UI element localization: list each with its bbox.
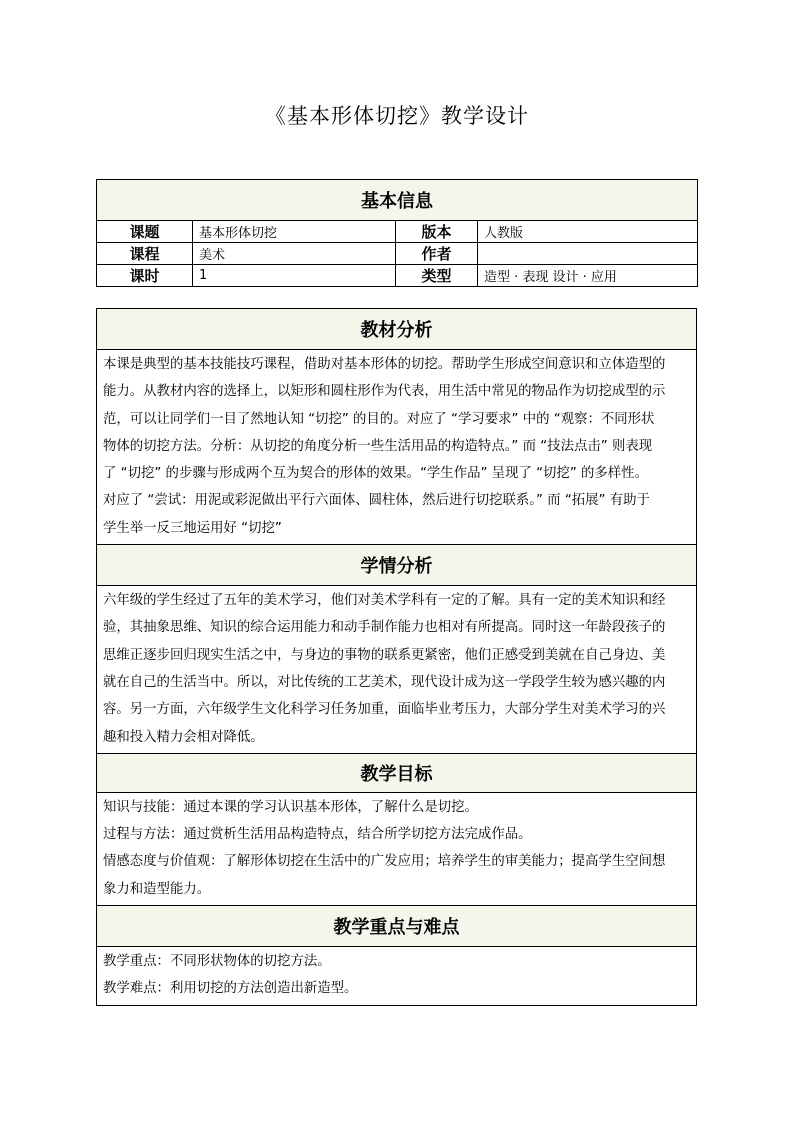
text-line: 过程与方法：通过赏析生活用品构造特点，结合所学切挖方法完成作品。 <box>103 827 532 843</box>
text-line: 范，可以让同学们一目了然地认知 “切挖” 的目的。对应了 “学习要求” 中的 “观察：不同形状 <box>103 411 655 427</box>
label-edition: 版本 <box>396 221 478 243</box>
text-line: 情感态度与价值观：了解形体切挖在生活中的广发应用；培养学生的审美能力；提高学生空间想 <box>103 854 666 870</box>
student-analysis-body <box>97 586 697 754</box>
teaching-objectives-heading: 教学目标 <box>97 753 697 792</box>
value-course: 美术 <box>193 243 396 265</box>
text-line: 象力和造型能力。 <box>103 881 211 897</box>
text-line: 了 “切挖” 的步骤与形成两个互为契合的形体的效果。“学生作品” 呈现了 “切挖” 的多样性。 <box>103 466 648 482</box>
text-line: 教学难点：利用切挖的方法创造出新造型。 <box>103 981 358 997</box>
basic-info-heading: 基本信息 <box>97 180 698 221</box>
label-topic: 课题 <box>97 221 193 243</box>
text-line: 六年级的学生经过了五年的美术学习，他们对美术学科有一定的了解。具有一定的美术知识和经 <box>103 593 666 609</box>
text-line: 验，其抽象思维、知识的综合运用能力和动手制作能力也相对有所提高。同时这一年龄段孩子的 <box>103 620 666 636</box>
textbook-analysis-heading: 教材分析 <box>97 309 697 350</box>
text-line: 能力。从教材内容的选择上，以矩形和圆柱形作为代表，用生活中常见的物品作为切挖成型的示 <box>103 384 666 400</box>
label-course: 课程 <box>97 243 193 265</box>
label-hours: 课时 <box>97 265 193 287</box>
label-type: 类型 <box>396 265 478 287</box>
value-edition: 人教版 <box>478 221 698 243</box>
text-line: 趣和投入精力会相对降低。 <box>103 729 264 745</box>
text-line: 思维正逐步回归现实生活之中，与身边的事物的联系更紧密，他们正感受到美就在自己身边、美 <box>103 647 666 663</box>
table-row <box>97 243 698 265</box>
value-type: 造型 · 表现 设计 · 应用 <box>478 265 698 287</box>
value-hours: 1 <box>193 265 396 287</box>
student-analysis-heading: 学情分析 <box>97 545 697 586</box>
text-line: 就在自己的生活当中。所以，对比传统的工艺美术，现代设计成为这一学段学生较为感兴趣的内 <box>103 674 666 690</box>
basic-info-table <box>96 179 698 287</box>
text-line: 对应了 “尝试：用泥或彩泥做出平行六面体、圆柱体，然后进行切挖联系。” 而 “拓展” 有助于 <box>103 493 650 509</box>
text-line: 容。另一方面，六年级学生文化科学习任务加重，面临毕业考压力，大部分学生对美术学习的兴 <box>103 702 666 718</box>
value-author <box>478 243 698 265</box>
textbook-analysis-body <box>97 350 697 545</box>
text-line: 本课是典型的基本技能技巧课程，借助对基本形体的切挖。帮助学生形成空间意识和立体造型的 <box>103 357 666 372</box>
value-topic: 基本形体切挖 <box>193 221 396 243</box>
document-title: 《基本形体切挖》教学设计 <box>265 104 529 128</box>
table-row <box>97 265 698 287</box>
lesson-design-table <box>96 308 697 1006</box>
text-line: 物体的切挖方法。分析：从切挖的角度分析一些生活用品的构造特点。” 而 “技法点击” 则表现 <box>103 438 653 454</box>
key-points-body <box>97 947 697 1006</box>
text-line: 教学重点：不同形状物体的切挖方法。 <box>103 954 331 970</box>
key-points-heading: 教学重点与难点 <box>97 906 697 947</box>
text-line: 学生举一反三地运用好 “切挖” <box>103 520 282 536</box>
teaching-objectives-body <box>97 792 697 905</box>
table-row <box>97 221 698 243</box>
label-author: 作者 <box>396 243 478 265</box>
text-line: 知识与技能：通过本课的学习认识基本形体，了解什么是切挖。 <box>103 799 478 815</box>
